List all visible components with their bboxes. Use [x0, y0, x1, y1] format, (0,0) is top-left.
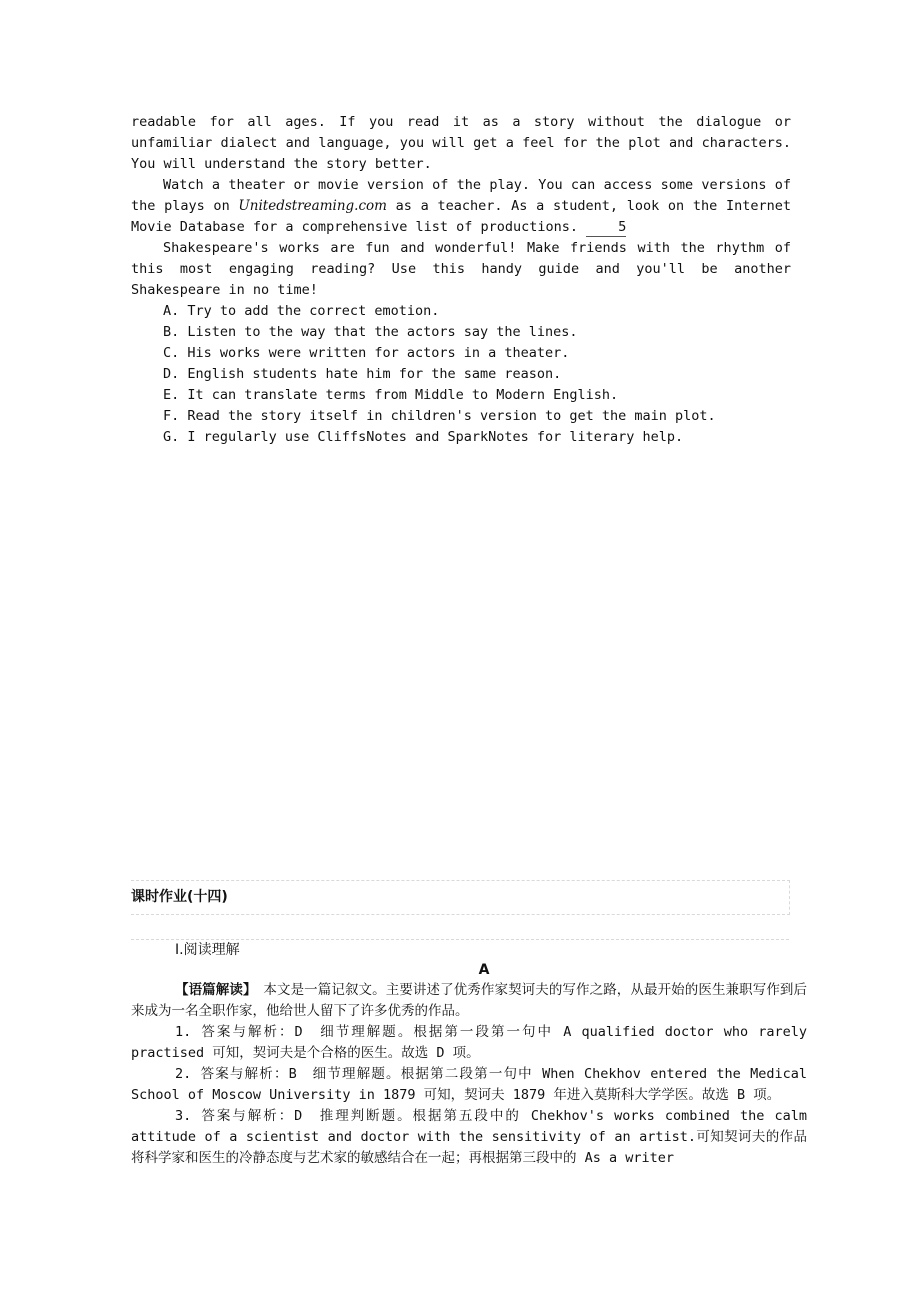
summary-label: 【语篇解读】 [175, 982, 250, 998]
paragraph-watch-version [131, 175, 791, 238]
answer-item-2: 2. 答案与解析：B 细节理解题。根据第二段第一句中 When Chekhov entered the Medical School of Moscow University in 1879 可知，契诃夫 1879 年进入莫斯科大学学医。故选 B 项。 [131, 1066, 807, 1103]
passage-summary [131, 980, 807, 1022]
website-name: Unitedstreaming.com [238, 198, 387, 214]
lesson-title: 课时作业(十四) [131, 880, 790, 915]
option-c: C. His works were written for actors in a theater. [163, 345, 570, 361]
summary-text: 本文是一篇记叙文。主要讲述了优秀作家契诃夫的写作之路，从最开始的医生兼职写作到后来成为一名全职作家，他给世人留下了许多优秀的作品。 [131, 982, 808, 1019]
option-a: A. Try to add the correct emotion. [163, 303, 440, 319]
option-e: E. It can translate terms from Middle to Modern English. [163, 387, 619, 403]
option-f: F. Read the story itself in children's version to get the main plot. [163, 408, 716, 424]
option-g: G. I regularly use CliffsNotes and SparkNotes for literary help. [163, 429, 684, 445]
paragraph-text: Watch a theater or movie version of the play. You can access some versions of the plays on [131, 177, 791, 214]
passage-letter: A [478, 962, 490, 978]
option-b: B. Listen to the way that the actors say the lines. [163, 324, 578, 340]
reading-passage [131, 112, 791, 448]
answer-item-3: 3. 答案与解析：D 推理判断题。根据第五段中的 Chekhov's works combined the calm attitude of a scientist and doctor with the sensitivity of an artist.可知契诃夫的作品将科学家和医生的冷静态度与艺术家的敏感结合在一起；再根据第三段中的 As a writer [131, 1108, 807, 1166]
option-d: D. English students hate him for the same reason. [163, 366, 562, 382]
paragraph-conclusion: Shakespeare's works are fun and wonderful! Make friends with the rhythm of this most engaging reading? Use this handy guide and you'll be another Shakespeare in no time! [131, 240, 791, 298]
answer-item-1: 1. 答案与解析：D 细节理解题。根据第一段第一句中 A qualified doctor who rarely practised 可知，契诃夫是个合格的医生。故选 D 项。 [131, 1024, 807, 1061]
option-list [131, 301, 791, 448]
answer-key [131, 880, 807, 1169]
answer-blank-5: 5 [586, 220, 626, 237]
paragraph-text: as a teacher. As a student, look on the Internet Movie Database for a comprehensive list of productions. [131, 198, 791, 235]
paragraph-continued: readable for all ages. If you read it as a story without the dialogue or unfamiliar dialect and language, you will get a feel for the plot and characters. You will understand the story better. [131, 114, 791, 172]
section-heading: Ⅰ.阅读理解 [131, 939, 789, 960]
